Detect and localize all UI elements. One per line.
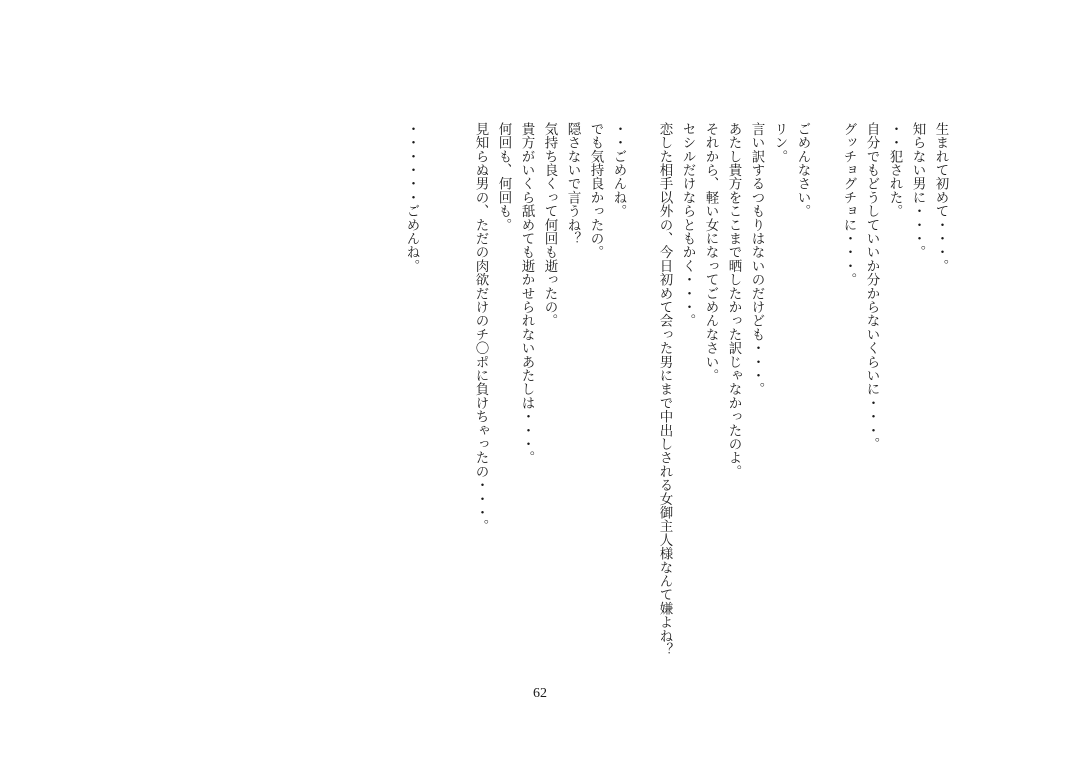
text-line: 気持ち良くって何回も逝ったの。	[541, 122, 558, 328]
text-line: それから、軽い女になってごめんなさい。	[702, 122, 719, 383]
text-line: グッチョグチョに・・・。	[840, 122, 857, 287]
text-line: 貴方がいくら舐めても逝かせられないあたしは・・・。	[518, 122, 535, 465]
text-line: でも気持良かったの。	[587, 122, 604, 259]
text-line: 恋した相手以外の、今日初めて会った男にまで中出しされる女御主人様なんて嫌よね？	[656, 122, 673, 657]
text-line: 隠さないで言うね？	[564, 122, 581, 246]
text-line: ごめんなさい。	[794, 122, 811, 218]
text-line: あたし貴方をここまで晒したかった訳じゃなかったのよ。	[725, 122, 742, 479]
text-line: 生まれて初めて・・・。	[932, 122, 949, 273]
text-line: 知らない男に・・・。	[909, 122, 926, 259]
text-line: ・・ごめんね。	[610, 122, 627, 218]
text-line: 自分でもどうしていいか分からないくらいに・・・。	[863, 122, 880, 451]
text-line: 何回も、何回も。	[495, 122, 512, 232]
text-line: ・・・・・・ごめんね。	[403, 122, 420, 273]
text-line: セシルだけならともかく・・・。	[679, 122, 696, 328]
text-line: ・・犯された。	[886, 122, 903, 218]
text-line: リン。	[771, 122, 788, 164]
text-line: 見知らぬ男の、ただの肉欲だけのチ〇ポに負けちゃったの・・・。	[472, 122, 489, 533]
text-line: 言い訳するつもりはないのだけども・・・。	[748, 122, 765, 396]
page-number: 62	[533, 686, 547, 701]
